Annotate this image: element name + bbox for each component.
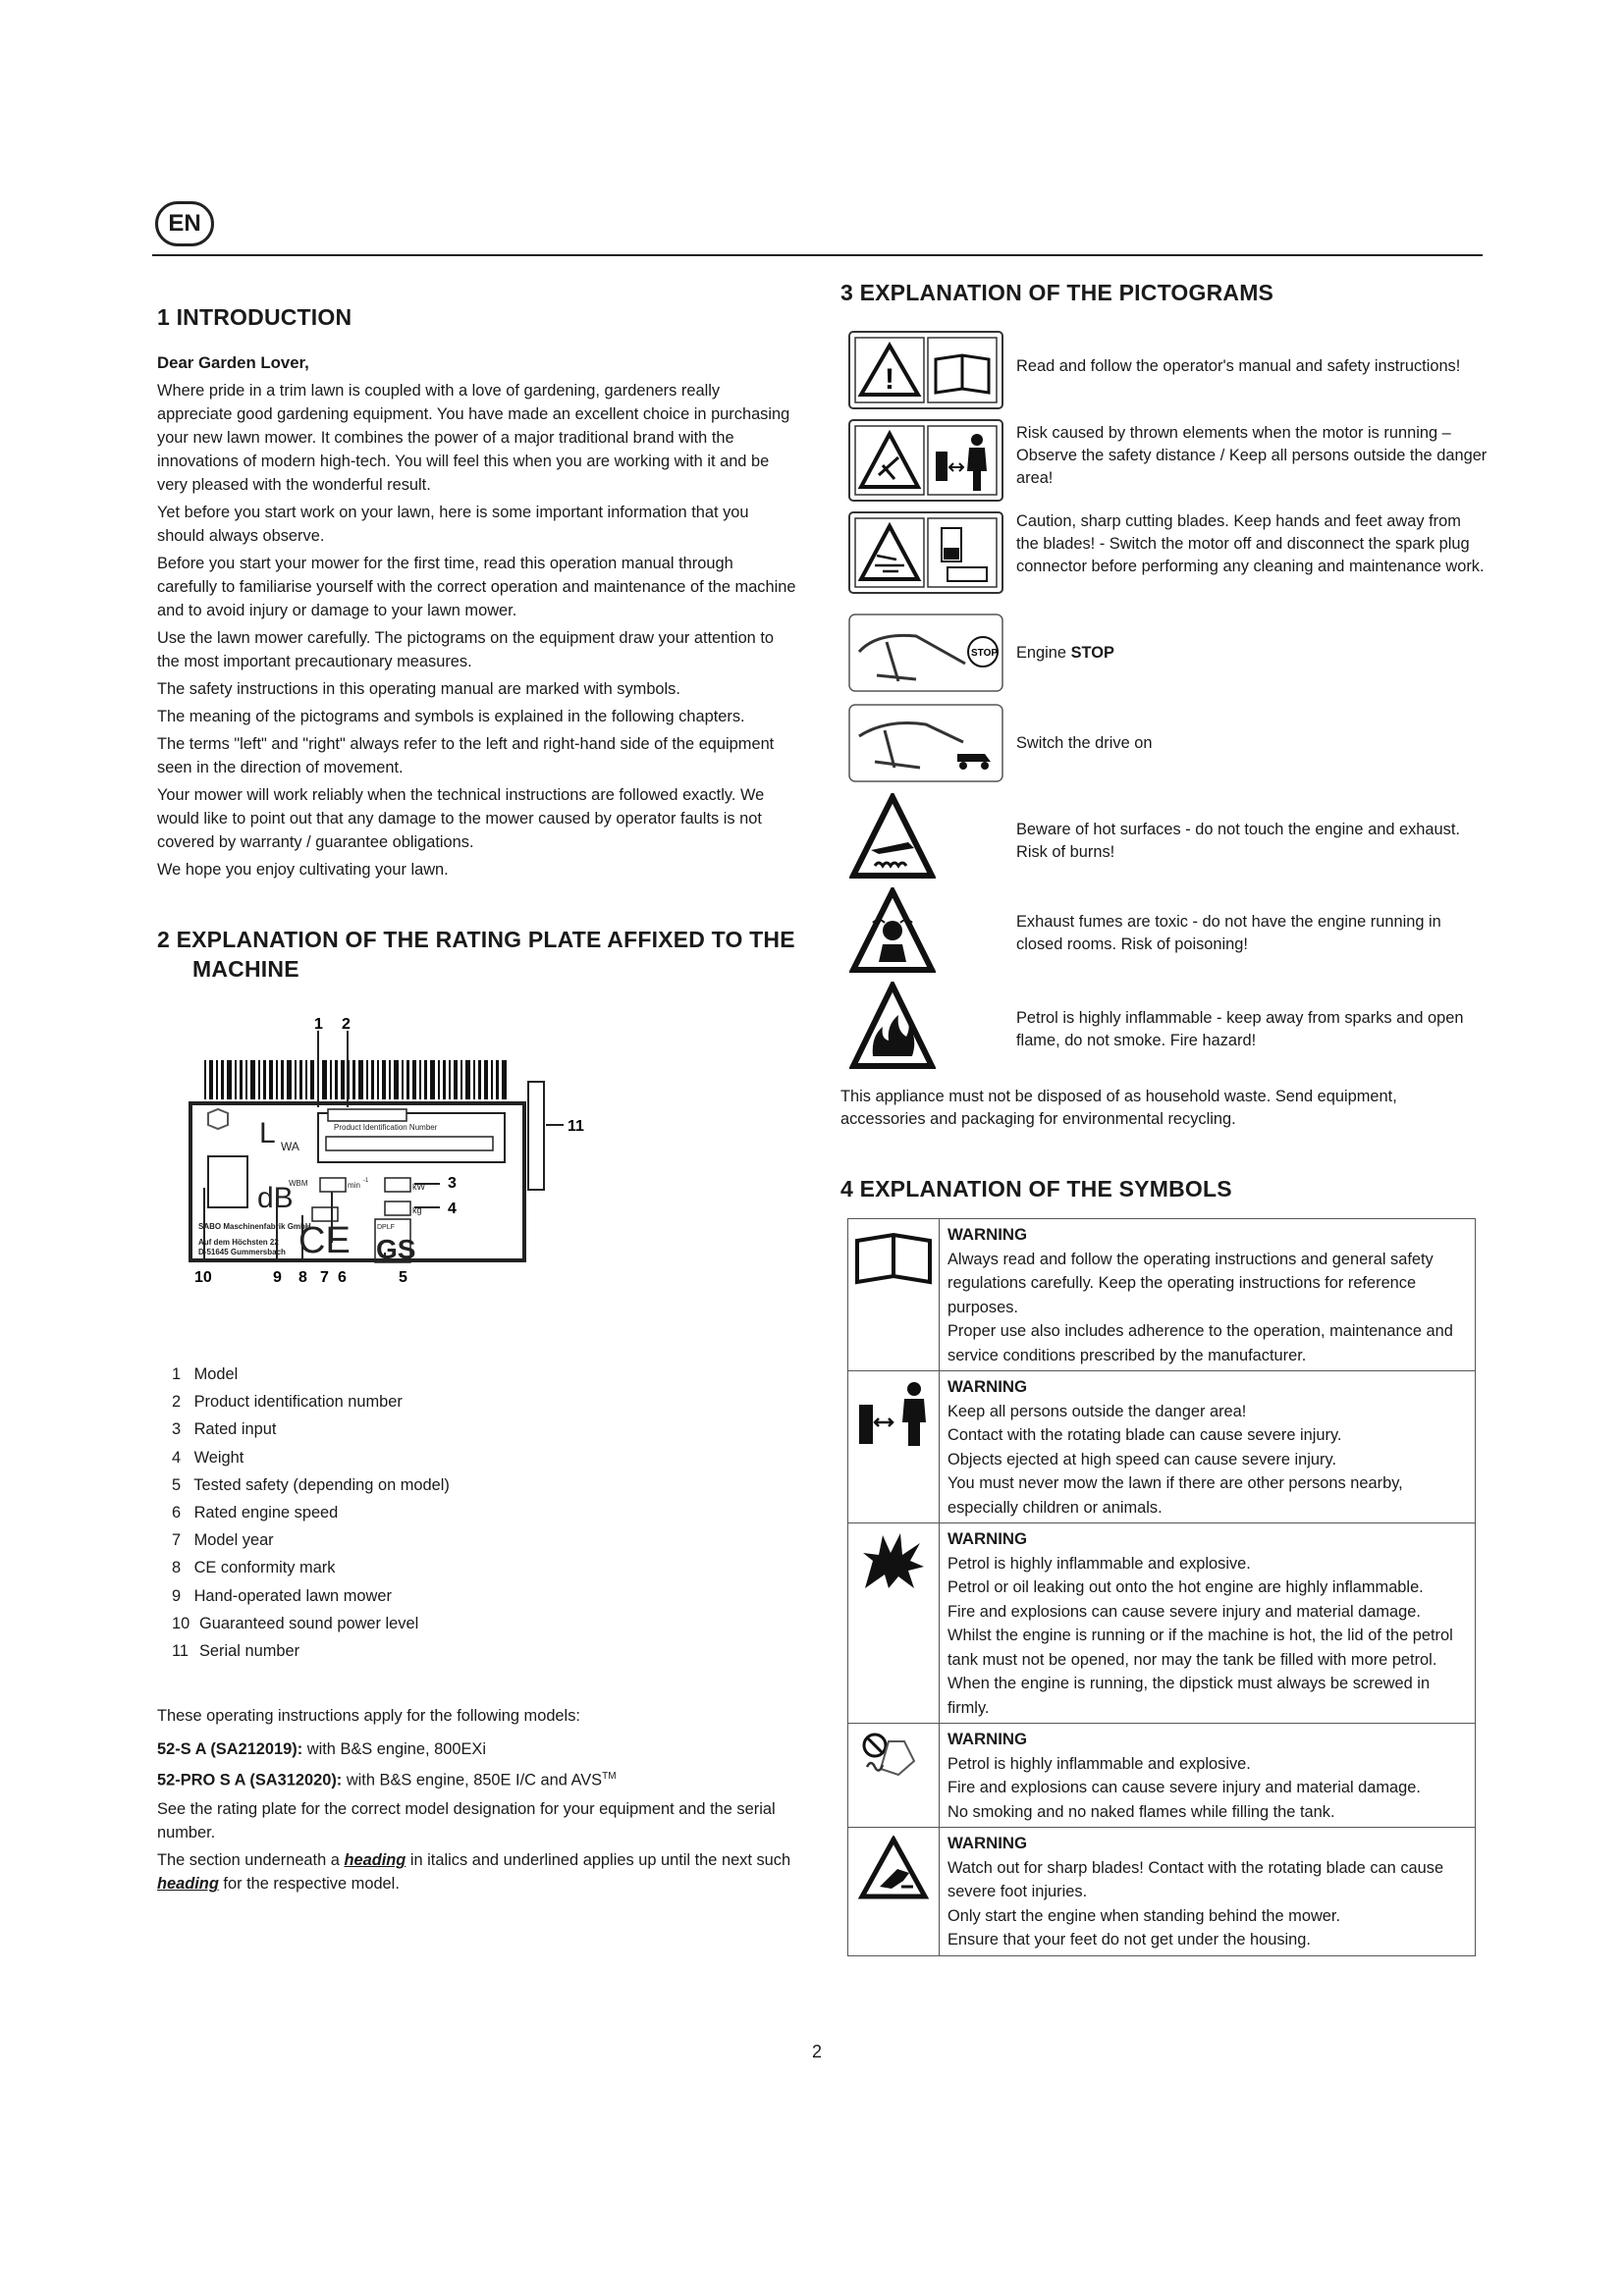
callout-1: 1 <box>314 1016 323 1033</box>
manual-book-icon <box>853 1227 934 1286</box>
intro-paragraph: The safety instructions in this operating manual are marked with symbols. <box>157 680 680 698</box>
pictogram-text: Exhaust fumes are toxic - do not have the engine running in closed rooms. Risk of poisoning! <box>1016 913 1441 953</box>
warning-line: Petrol is highly inflammable and explosive. <box>947 1554 1251 1573</box>
kw-label: kW <box>412 1182 425 1192</box>
section-2-title-line2: MACHINE <box>192 956 299 982</box>
barcode <box>204 1060 507 1099</box>
explosion-icon <box>859 1531 928 1590</box>
svg-text:!: ! <box>885 363 894 396</box>
svg-text:STOP: STOP <box>971 648 999 659</box>
table-row <box>848 1828 1476 1956</box>
rating-plate-diagram <box>175 1011 631 1345</box>
warning-heading: WARNING <box>947 1377 1028 1396</box>
pictogram-text: Beware of hot surfaces - do not touch the engine and exhaust. Risk of burns! <box>1016 821 1460 861</box>
warning-line: Fire and explosions can cause severe injury and material damage. <box>947 1602 1421 1621</box>
keep-distance-icon <box>853 1379 934 1448</box>
warning-line: Watch out for sharp blades! Contact with the rotating blade can cause severe foot injuries. <box>947 1858 1444 1900</box>
section-2-title-line1: 2 EXPLANATION OF THE RATING PLATE AFFIXED TO THE <box>157 927 795 952</box>
page-number: 2 <box>812 2042 823 2061</box>
thrown-objects-icon <box>847 418 1004 503</box>
warning-line: Fire and explosions can cause severe injury and material damage. <box>947 1779 1421 1796</box>
greeting: Dear Garden Lover, <box>157 353 309 372</box>
pictogram-text: Petrol is highly inflammable - keep away from sparks and open flame, do not smoke. Fire hazard! <box>1016 1009 1464 1049</box>
manual-warning-icon <box>847 330 1004 410</box>
warning-line: Only start the engine when standing behind the mower. <box>947 1906 1341 1925</box>
callout-10: 10 <box>194 1269 212 1286</box>
ce-mark: CE <box>298 1220 351 1261</box>
pictogram-text: Engine STOP <box>1016 644 1114 662</box>
header-rule <box>152 254 1483 256</box>
pictogram-text: Caution, sharp cutting blades. Keep hands and feet away from the blades! - Switch the motor off and disconnect the spark plug connector before performing any cleaning and maintenance work. <box>1016 512 1485 575</box>
warning-line: Proper use also includes adherence to the operation, maintenance and service conditions prescribed by the manufacturer. <box>947 1322 1453 1364</box>
rating-plate-legend <box>172 1361 450 1665</box>
min-superscript: -1 <box>363 1178 369 1184</box>
warning-line: When the engine is running, the dipstick must always be screwed in firmly. <box>947 1675 1431 1717</box>
gs-mark: GS <box>376 1234 416 1264</box>
warning-heading: WARNING <box>947 1529 1028 1548</box>
callout-3: 3 <box>448 1175 457 1192</box>
hot-surface-icon <box>849 793 936 881</box>
wbm-label: WBM <box>289 1179 308 1188</box>
model-line: 52-PRO S A (SA312020): with B&S engine, 850E I/C and AVS™ <box>157 1771 617 1789</box>
intro-paragraph: The terms "left" and "right" always refer to the left and right-hand side of the equipment seen in the direction of movement. <box>157 735 775 776</box>
kg-label: kg <box>412 1205 422 1215</box>
lwa-label: L <box>259 1117 276 1149</box>
toxic-fumes-icon <box>849 887 936 976</box>
intro-paragraph: The meaning of the pictograms and symbols is explained in the following chapters. <box>157 708 745 725</box>
table-row <box>848 1724 1476 1828</box>
table-row <box>848 1523 1476 1724</box>
callout-8: 8 <box>298 1269 307 1286</box>
callout-2: 2 <box>342 1016 351 1033</box>
warning-line: Objects ejected at high speed can cause severe injury. <box>947 1450 1337 1468</box>
warning-line: Contact with the rotating blade can cause severe injury. <box>947 1426 1342 1444</box>
intro-paragraph: Where pride in a trim lawn is coupled with a love of gardening, gardeners really appreciate good gardening equipment. You have made an excellent choice in purchasing your new lawn mower. It combines the power of a major traditional brand with the innovations of modern high-tech. You will feel this when you are working with it and be very pleased with the wonderful result. <box>157 382 790 494</box>
section-1-title: 1 INTRODUCTION <box>157 304 352 330</box>
intro-paragraph: We hope you enjoy cultivating your lawn. <box>157 861 449 879</box>
list-item: 2 Product identification number <box>172 1393 403 1412</box>
list-item: 3 Rated input <box>172 1420 277 1439</box>
product-id-label: Product Identification Number <box>334 1123 438 1132</box>
dplf-label: DPLF <box>377 1224 395 1231</box>
warning-line: You must never mow the lawn if there are other persons nearby, especially children or animals. <box>947 1474 1403 1517</box>
warning-heading: WARNING <box>947 1834 1028 1852</box>
pictogram-text: Read and follow the operator's manual and safety instructions! <box>1016 357 1461 375</box>
list-item: 11 Serial number <box>172 1642 300 1661</box>
engine-stop-icon <box>847 613 1004 693</box>
foot-blade-warning-icon <box>858 1836 929 1900</box>
list-item: 5 Tested safety (depending on model) <box>172 1475 450 1494</box>
warning-line: Keep all persons outside the danger area! <box>947 1402 1247 1420</box>
model-line: 52-S A (SA212019): with B&S engine, 800EXi <box>157 1740 486 1758</box>
address-line: D-51645 Gummersbach <box>198 1248 286 1256</box>
callout-4: 4 <box>448 1201 457 1217</box>
warning-line: Whilst the engine is running or if the machine is hot, the lid of the petrol tank must not be opened, nor may the tank be filled with more petrol. <box>947 1627 1453 1669</box>
list-item: 8 CE conformity mark <box>172 1559 336 1577</box>
warning-line: Always read and follow the operating instructions and general safety regulations carefully. Keep the operating instructions for reference purposes. <box>947 1250 1434 1316</box>
warning-line: Ensure that your feet do not get under the housing. <box>947 1931 1311 1949</box>
callout-5: 5 <box>399 1269 407 1286</box>
callout-7: 7 <box>320 1269 329 1286</box>
list-item: 7 Model year <box>172 1531 274 1550</box>
section-3-title: 3 EXPLANATION OF THE PICTOGRAMS <box>840 280 1274 305</box>
lwa-subscript: WA <box>281 1140 299 1153</box>
no-smoking-refuel-icon <box>859 1732 928 1781</box>
warning-line: Petrol or oil leaking out onto the hot engine are highly inflammable. <box>947 1578 1424 1596</box>
min-label: min <box>348 1181 360 1190</box>
intro-paragraph: Yet before you start work on your lawn, here is some important information that you should always observe. <box>157 504 749 545</box>
pictogram-text: Risk caused by thrown elements when the motor is running – Observe the safety distance / Keep all persons outside the danger area! <box>1016 424 1488 487</box>
list-item: 6 Rated engine speed <box>172 1504 339 1522</box>
introduction-body <box>157 351 797 885</box>
models-block <box>157 1704 797 1899</box>
pictogram-text: Switch the drive on <box>1016 734 1153 752</box>
list-item: 4 Weight <box>172 1448 244 1467</box>
callout-6: 6 <box>338 1269 347 1286</box>
warning-heading: WARNING <box>947 1225 1028 1244</box>
intro-paragraph: Before you start your mower for the first time, read this operation manual through carefully to familiarise yourself with the correct operation and maintenance of the machine and to avoid injury or damage to your lawn mower. <box>157 555 796 619</box>
symbols-table <box>847 1218 1476 1956</box>
heading-note: The section underneath a heading in italics and underlined applies up until the next such heading for the respective model. <box>157 1851 791 1894</box>
disposal-note: This appliance must not be disposed of as household waste. Send equipment, accessories and packaging for environmental recycling. <box>840 1088 1397 1128</box>
intro-paragraph: Your mower will work reliably when the technical instructions are followed exactly. We would like to point out that any damage to the mower caused by operator faults is not covered by warranty / guarantee obligations. <box>157 786 765 851</box>
warning-line: No smoking and no naked flames while filling the tank. <box>947 1802 1335 1821</box>
table-row <box>848 1219 1476 1371</box>
section-4-title: 4 EXPLANATION OF THE SYMBOLS <box>840 1176 1232 1201</box>
list-item: 1 Model <box>172 1365 239 1383</box>
rating-plate-note: See the rating plate for the correct model designation for your equipment and the serial number. <box>157 1800 776 1842</box>
warning-line: Petrol is highly inflammable and explosive. <box>947 1754 1251 1773</box>
drive-on-icon <box>847 703 1004 783</box>
warning-heading: WARNING <box>947 1730 1028 1748</box>
table-row <box>848 1371 1476 1523</box>
callout-9: 9 <box>273 1269 282 1286</box>
db-label: dB <box>257 1182 294 1214</box>
section-2-title <box>157 925 795 984</box>
intro-paragraph: Use the lawn mower carefully. The pictograms on the equipment draw your attention to the most important precautionary measures. <box>157 629 775 670</box>
callout-11: 11 <box>568 1118 584 1135</box>
list-item: 9 Hand-operated lawn mower <box>172 1586 392 1605</box>
address-line: SABO Maschinenfabrik GmbH <box>198 1222 311 1231</box>
sharp-blades-icon <box>847 510 1004 595</box>
list-item: 10 Guaranteed sound power level <box>172 1614 419 1632</box>
models-intro: These operating instructions apply for the following models: <box>157 1707 580 1725</box>
address-line: Auf dem Höchsten 22 <box>198 1238 279 1247</box>
language-badge: EN <box>155 201 214 246</box>
fire-hazard-icon <box>849 982 936 1072</box>
